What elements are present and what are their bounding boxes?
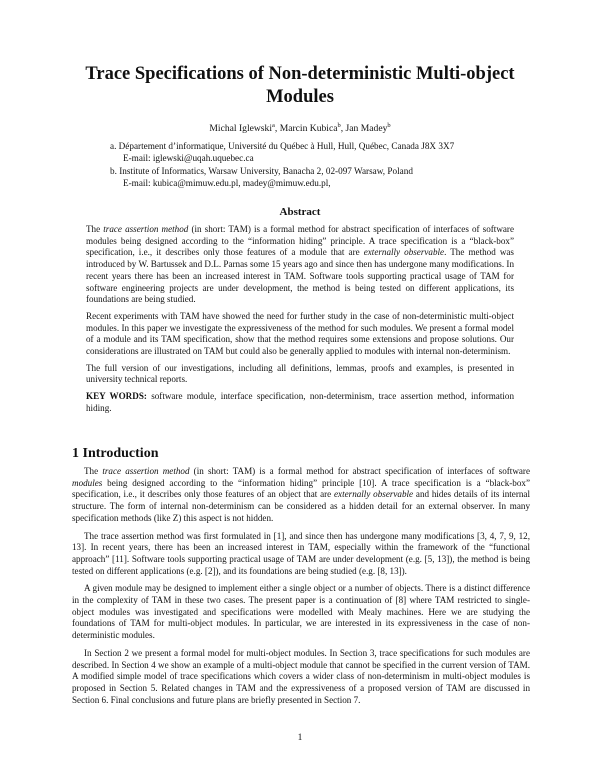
- text-run: . The method was introduced by W. Bartussek and D.L. Parnas some 15 years ago and since then has undergone many modifications. In recent years there has been an increased interest in TAM. Software tools supporting practical usage of TAM for software engineering projects are under development, the method is being tested on different applications, its foundations are being studied.: [86, 247, 514, 305]
- body-paragraph: In Section 2 we present a formal model for multi-object modules. In Section 3, trace specifications for such modules are described. In Section 4 we show an example of a multi-object module that cannot be specified in the current version of TAM. A modified simple model of trace specifications which covers a wider class of non-determinism in multi-object modules is proposed in Section 5. Related changes in TAM and the expressiveness of a proposed version of TAM are discussed in Section 6. Final conclusions and future plans are briefly presented in Section 7.: [72, 647, 530, 705]
- text-run: The: [84, 466, 103, 476]
- keywords-label: KEY WORDS:: [86, 391, 147, 402]
- emphasis-text: trace assertion method: [102, 466, 190, 476]
- affiliation-label: a.: [110, 141, 117, 151]
- affiliation-a: [110, 141, 550, 164]
- affiliation-email: E-mail: iglewski@uqah.uquebec.ca: [123, 152, 254, 163]
- author-name: Jan Madey: [345, 123, 388, 134]
- author-separator: ,: [340, 123, 346, 134]
- emphasis-text: trace assertion method: [103, 224, 189, 234]
- text-run: (in short: TAM) is a formal method for abstract specification of interfaces of software modules being designed according to the “information hiding” principle. A trace specification is a “black-box” specification, i.e., it describes only those features of a module that are: [86, 224, 514, 258]
- author-name: Michal Iglewski: [209, 123, 272, 134]
- author-separator: ,: [274, 123, 280, 134]
- text-run: and hides details of its internal structure. The form of internal non-determinism can be considered as a hidden detail for an external observer. In many specification methods (like Z) this aspect is not hidden.: [72, 489, 530, 523]
- paper-title: [60, 63, 540, 109]
- abstract-paragraph: Recent experiments with TAM have showed the need for further study in the case of non-deterministic multi-object modules. In this paper we investigate the expressiveness of the method for such modules. We present a formal model of a module and its TAM specification, show that the method requires some extensions and propose solutions. Our considerations are illustrated on TAM but could also be generally applied to modules with internal non-determinism.: [86, 310, 514, 357]
- affiliation-email: E-mail: kubica@mimuw.edu.pl, madey@mimuw.edu.pl,: [123, 177, 331, 188]
- section-heading: 1 Introduction: [72, 446, 159, 461]
- affiliation-address: Département d’informatique, Université du Québec à Hull, Hull, Québec, Canada J8X 3X7: [118, 141, 455, 151]
- author-affil-mark: b: [387, 122, 391, 129]
- author-name: Marcin Kubica: [279, 123, 338, 134]
- emphasis-text: externally observable: [334, 489, 414, 500]
- keywords-text: software module, interface specification, non-determinism, trace assertion method, information hiding.: [86, 391, 514, 413]
- title-line-2: Modules: [266, 87, 334, 107]
- author-list: [60, 123, 540, 134]
- abstract-paragraph: The full version of our investigations, including all definitions, lemmas, proofs and examples, is presented in university technical reports.: [86, 362, 514, 385]
- text-run: (in short: TAM) is a formal method for abstract specification of interfaces of software: [189, 466, 530, 476]
- page-number: 1: [297, 733, 303, 743]
- introduction-body: [72, 466, 530, 712]
- affiliation-address: Institute of Informatics, Warsaw University, Banacha 2, 02-097 Warsaw, Poland: [119, 166, 413, 176]
- author-affil-mark: a: [272, 122, 275, 129]
- body-paragraph: [72, 466, 530, 525]
- affiliation-label: b.: [110, 166, 117, 176]
- affiliation-b: [110, 166, 550, 189]
- abstract-body: [86, 224, 514, 420]
- abstract-paragraph: [86, 224, 514, 306]
- emphasis-text: modules: [72, 477, 103, 488]
- text-run: The: [86, 224, 104, 234]
- abstract-heading: Abstract: [279, 206, 321, 218]
- keywords: [86, 391, 514, 414]
- emphasis-text: externally observable: [363, 247, 445, 258]
- body-paragraph: The trace assertion method was first formulated in [1], and since then has undergone many modifications [3, 4, 7, 9, 12, 13]. In recent years, there has been an increased interest in TAM, especially within the framework of the “functional approach” [11]. Software tools supporting practical usage of TAM are under development (e.g. [5, 13]), the method is being tested on different applications (e.g. [2]), and its foundations are being studied (e.g. [8, 13]).: [72, 530, 530, 576]
- title-line-1: Trace Specifications of Non-deterministic Multi-object: [85, 64, 515, 84]
- author-affil-mark: b: [337, 122, 341, 129]
- body-paragraph: A given module may be designed to implement either a single object or a number of objects. There is a distinct difference in the complexity of TAM in these two cases. The present paper is a continuation of [8] where TAM restricted to single-object modules was investigated and specifications were modelled with Mealy machines. Here we are studying the foundations of TAM for multi-object modules. In particular, we are interested in its expressiveness in the case of non-deterministic modules.: [72, 583, 530, 641]
- text-run: being designed according to the “information hiding” principle [10]. A trace specification is a “black-box” specification, i.e., it describes only those features of an object that are: [72, 477, 530, 500]
